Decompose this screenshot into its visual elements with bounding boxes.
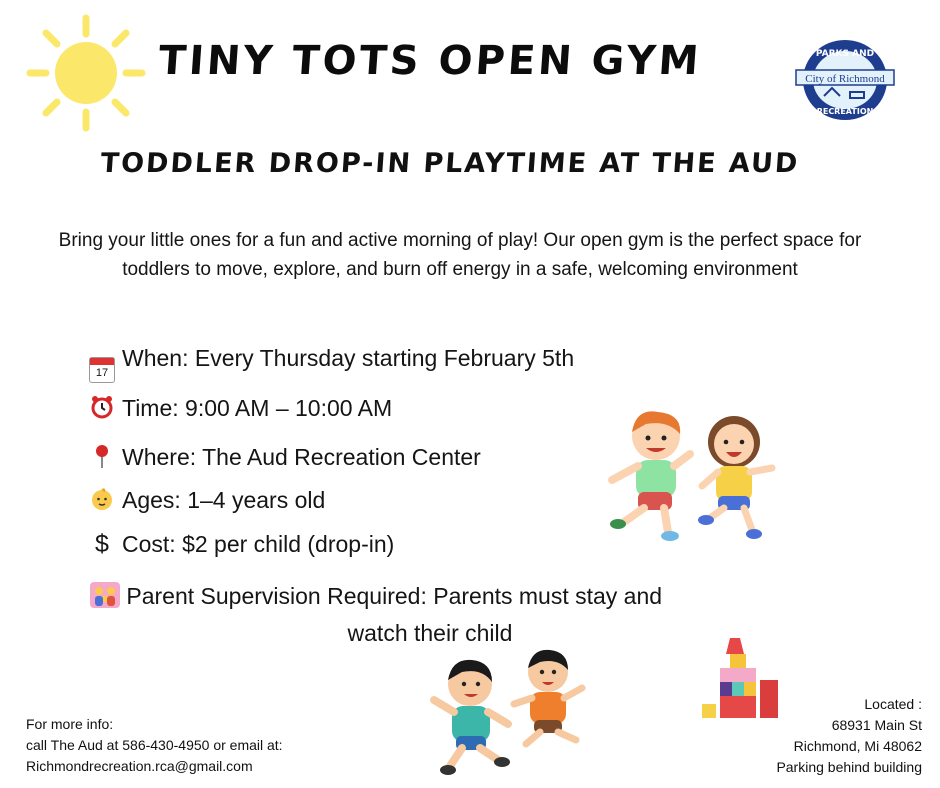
detail-cost <box>88 530 394 559</box>
location-city: Richmond, Mi 48062 <box>793 738 922 754</box>
detail-where <box>88 443 481 471</box>
running-kids-illustration <box>606 404 786 544</box>
intro-paragraph: Bring your little ones for a fun and active morning of play! Our open gym is the perfect space for toddlers to move, explore, and burn off energy in a safe, welcoming environment <box>58 230 862 280</box>
parks-recreation-logo <box>794 36 896 124</box>
pushpin-icon <box>88 443 116 471</box>
detail-time <box>88 395 392 422</box>
ages-text: Ages: 1–4 years old <box>122 487 326 513</box>
logo-top-text: PARKS AND <box>815 49 875 59</box>
logo-bottom-text: RECREATION <box>816 107 874 116</box>
detail-supervision <box>90 578 750 652</box>
subtitle: TODDLER DROP-IN PLAYTIME AT THE AUD <box>99 148 801 179</box>
logo-middle-text: City of Richmond <box>805 73 885 85</box>
baby-icon <box>88 487 116 514</box>
page-title: TINY TOTS OPEN GYM <box>157 38 703 84</box>
supervision-line2: watch their child <box>347 620 513 646</box>
detail-when <box>88 345 574 383</box>
contact-email[interactable]: Richmondrecreation.rca@gmail.com <box>26 758 253 774</box>
running-boys-illustration <box>426 648 606 778</box>
supervision-line1: Parent Supervision Required: Parents must stay and <box>126 583 663 609</box>
family-icon <box>90 583 126 609</box>
contact-line-2: call The Aud at 586-430-4950 or email at: <box>26 737 283 753</box>
time-text: Time: 9:00 AM – 10:00 AM <box>122 395 393 421</box>
cost-text: Cost: $2 per child (drop-in) <box>122 531 395 557</box>
toy-blocks-illustration <box>700 636 784 722</box>
when-text: When: Every Thursday starting February 5th <box>122 345 575 371</box>
contact-info <box>26 714 283 777</box>
location-parking: Parking behind building <box>776 759 922 775</box>
sun-icon <box>22 14 150 132</box>
dollar-sign-icon: $ <box>95 530 109 558</box>
calendar-icon: 17 <box>88 345 116 383</box>
where-text: Where: The Aud Recreation Center <box>122 444 481 470</box>
detail-ages <box>88 487 325 514</box>
location-street: 68931 Main St <box>831 717 922 733</box>
alarm-clock-icon <box>88 395 116 422</box>
location-label: Located : <box>864 696 922 712</box>
contact-line-1: For more info: <box>26 716 114 732</box>
location-info <box>776 694 922 778</box>
